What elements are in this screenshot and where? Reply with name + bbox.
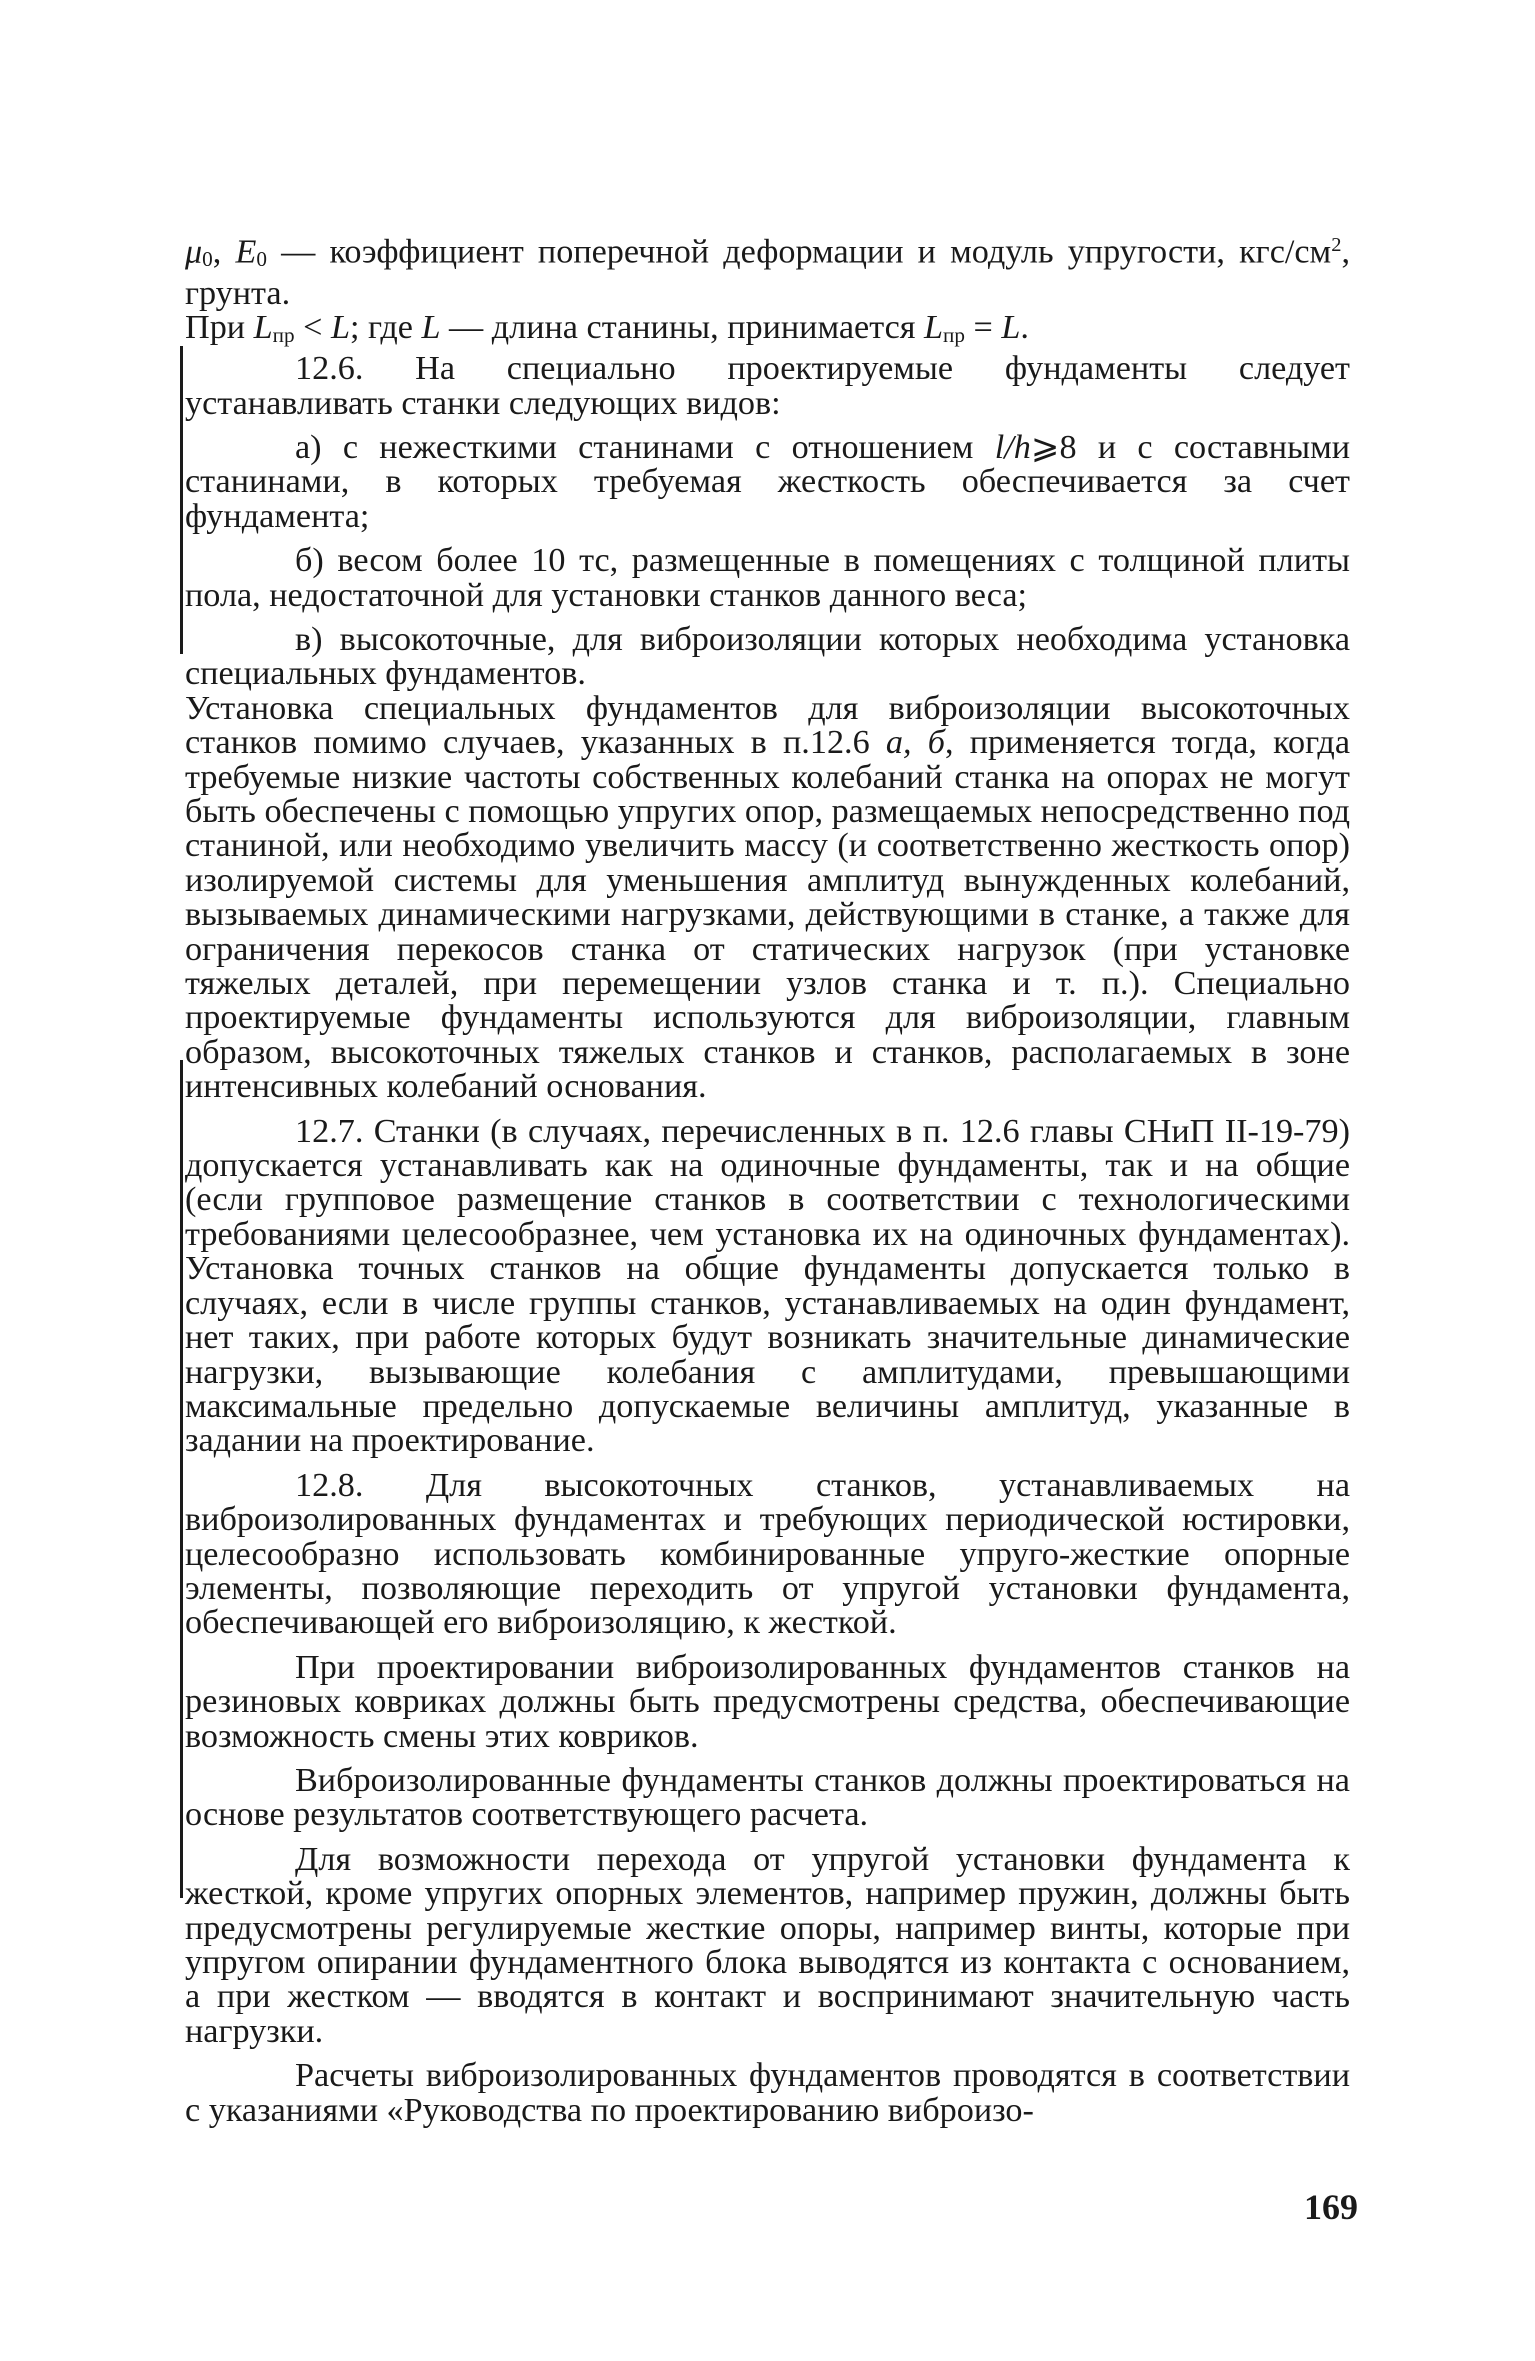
- clause-12-6: 12.6. На специально проектируемые фундаменты следует устанавливать станки следующих видов:: [185, 350, 1350, 422]
- change-bar: [180, 1060, 183, 1898]
- clause-12-8: 12.8. Для высокоточных станков, устанавливаемых на виброизолированных фундаментах и требующих периодической юстировки, целесообразно использовать комбинированные упруго-жесткие опорные элементы, позволяющие переходить от упругой установки фундамента, обеспечивающей его виброизоляцию, к жесткой.: [185, 1466, 1350, 1642]
- change-bar: [180, 346, 183, 654]
- lpr-condition: При Lпр < L; где L — длина станины, принимается Lпр = L.: [185, 308, 1029, 347]
- calc-design-paragraph: Виброизолированные фундаменты станков должны проектироваться на основе результатов соответствующего расчета.: [185, 1761, 1350, 1834]
- calculations-paragraph: Расчеты виброизолированных фундаментов проводятся в соответствии с указаниями «Руководства по проектированию виброизо-: [185, 2057, 1350, 2129]
- text-column: [185, 228, 1350, 2128]
- install-paragraph: Установка специальных фундаментов для виброизоляции высокоточных станков помимо случаев, указанных в п.12.6 а, б, применяется тогда, когда требуемые низкие частоты собственных колебаний станка на опорах не могут быть обеспечены с помощью упругих опор, размещаемых непосредственно под станиной, или необходимо увеличить массу (и соответственно жесткость опор) изолируемой системы для уменьшения амплитуд вынужденных колебаний, вызываемых динамическими нагрузками, действующими в станке, а также для ограничения перекосов станка от статических нагрузок (при установке тяжелых деталей, при перемещении узлов станка и т. п.). Специально проектируемые фундаменты используются для виброизоляции, главным образом, высокоточных тяжелых станков и станков, располагаемых в зоне интенсивных колебаний основания.: [185, 689, 1350, 1106]
- transition-paragraph: Для возможности перехода от упругой установки фундамента к жесткой, кроме упругих опорных элементов, например пружин, должны быть предусмотрены регулируемые жесткие опоры, например винты, которые при упругом опирании фундаментного блока выводятся из контакта с основанием, а при жестком — вводятся в контакт и воспринимают значительную часть нагрузки.: [185, 1840, 1350, 2050]
- rubber-mats-paragraph: При проектировании виброизолированных фундаментов станков на резиновых ковриках должны быть предусмотрены средства, обеспечивающие возможность смены этих ковриков.: [185, 1648, 1350, 1755]
- list-item-b: б) весом более 10 тс, размещенные в помещениях с толщиной плиты пола, недостаточной для установки станков данного веса;: [185, 542, 1350, 614]
- list-item-v: в) высокоточные, для виброизоляции которых необходима установка специальных фундаментов.: [185, 620, 1350, 693]
- list-item-a: а) с нежесткими станинами с отношением l/h⩾8 и с составными станинами, в которых требуемая жесткость обеспечивается за счет фундамента;: [185, 428, 1350, 535]
- page-number: 169: [1304, 2187, 1358, 2227]
- clause-12-7: 12.7. Станки (в случаях, перечисленных в п. 12.6 главы СНиП II-19-79) допускается устанавливать как на одиночные фундаменты, так и на общие (если групповое размещение станков в соответствии с технологическими требованиями целесообразнее, чем установка их на одиночных фундаментах). Установка точных станков на общие фундаменты допускается только в случаях, если в числе группы станков, устанавливаемых на один фундамент, нет таких, при работе которых будут возникать значительные динамические нагрузки, вызывающие колебания с амплитудами, превышающими максимальные предельно допускаемые величины амплитуд, указанные в задании на проектирование.: [185, 1112, 1350, 1460]
- mu-definition: μ0, E0 — коэффициент поперечной деформации и модуль упругости, кгс/$см^2$, грунта.: [185, 233, 1350, 312]
